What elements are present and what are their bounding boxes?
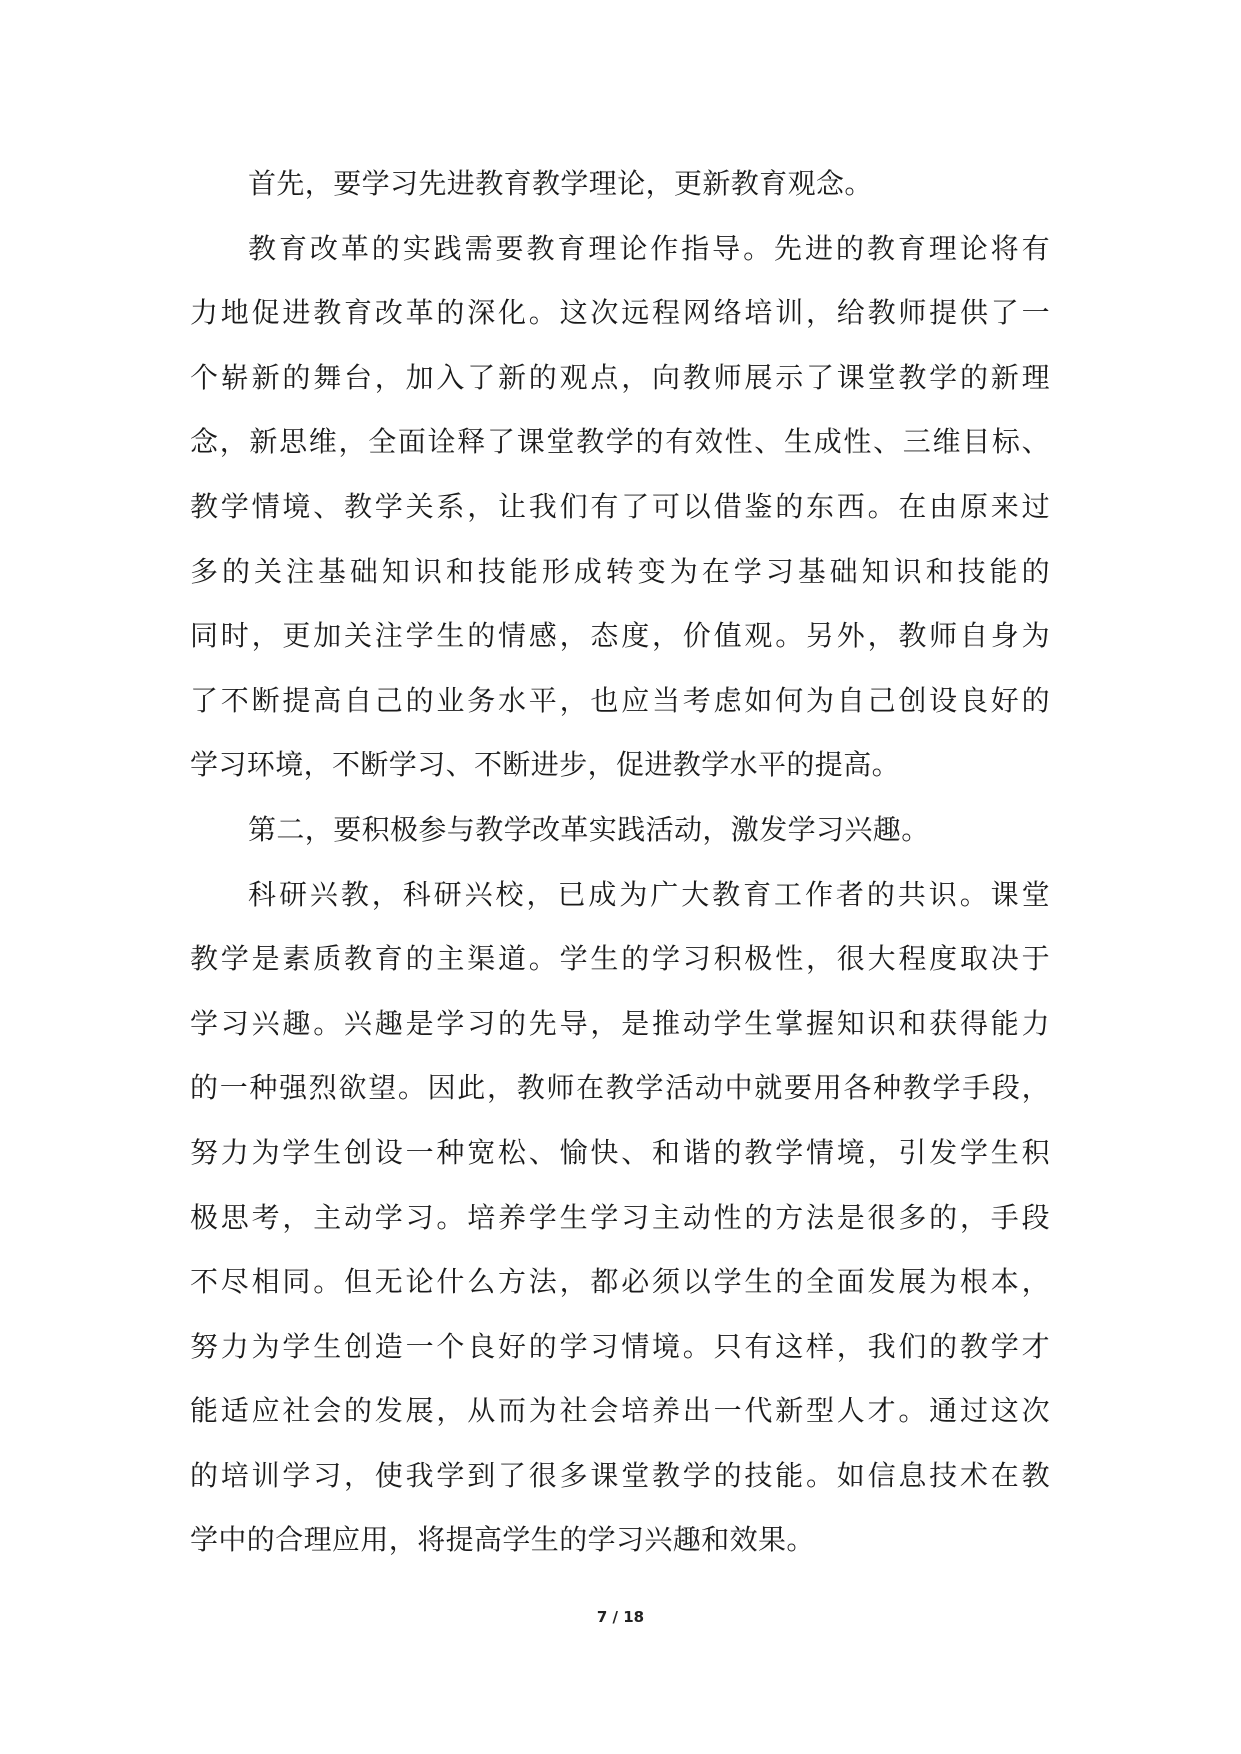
paragraph-line: 努力为学生创设一种宽松、愉快、和谐的教学情境，引发学生积 <box>190 1135 1050 1169</box>
document-body <box>190 152 1050 1573</box>
paragraph-line: 多的关注基础知识和技能形成转变为在学习基础知识和技能的 <box>190 554 1050 588</box>
paragraph-line: 的培训学习，使我学到了很多课堂教学的技能。如信息技术在教 <box>190 1458 1050 1492</box>
section-heading-2: 第二，要积极参与教学改革实践活动，激发学习兴趣。 <box>248 812 930 846</box>
paragraph-line: 念，新思维，全面诠释了课堂教学的有效性、生成性、三维目标、 <box>190 425 1050 459</box>
paragraph-line: 学习兴趣。兴趣是学习的先导，是推动学生掌握知识和获得能力 <box>190 1006 1050 1040</box>
paragraph-line: 努力为学生创造一个良好的学习情境。只有这样，我们的教学才 <box>190 1329 1050 1363</box>
paragraph-line: 教学情境、教学关系，让我们有了可以借鉴的东西。在由原来过 <box>190 489 1050 523</box>
paragraph-2 <box>190 863 1050 1574</box>
paragraph-line: 的一种强烈欲望。因此，教师在教学活动中就要用各种教学手段， <box>190 1071 1050 1105</box>
paragraph-line: 了不断提高自己的业务水平，也应当考虑如何为自己创设良好的 <box>190 683 1050 717</box>
paragraph-line: 力地促进教育改革的深化。这次远程网络培训，给教师提供了一 <box>190 296 1050 330</box>
paragraph-line: 科研兴教，科研兴校，已成为广大教育工作者的共识。课堂 <box>248 877 1050 911</box>
paragraph-1 <box>190 217 1050 798</box>
section-heading-1: 首先，要学习先进教育教学理论，更新教育观念。 <box>248 167 873 200</box>
paragraph-line: 极思考，主动学习。培养学生学习主动性的方法是很多的，手段 <box>190 1200 1050 1234</box>
paragraph-line: 个崭新的舞台，加入了新的观点，向教师展示了课堂教学的新理 <box>190 360 1050 394</box>
paragraph-line: 同时，更加关注学生的情感，态度，价值观。另外，教师自身为 <box>190 619 1050 653</box>
paragraph-line: 学中的合理应用，将提高学生的学习兴趣和效果。 <box>190 1523 815 1557</box>
paragraph-line: 能适应社会的发展，从而为社会培养出一代新型人才。通过这次 <box>190 1394 1050 1428</box>
paragraph-line: 教学是素质教育的主渠道。学生的学习积极性，很大程度取决于 <box>190 942 1050 976</box>
page-number: 7 / 18 <box>596 1608 645 1626</box>
paragraph-line: 教育改革的实践需要教育理论作指导。先进的教育理论将有 <box>248 231 1050 265</box>
paragraph-line: 学习环境，不断学习、不断进步，促进教学水平的提高。 <box>190 748 901 782</box>
paragraph-line: 不尽相同。但无论什么方法，都必须以学生的全面发展为根本， <box>190 1265 1050 1299</box>
